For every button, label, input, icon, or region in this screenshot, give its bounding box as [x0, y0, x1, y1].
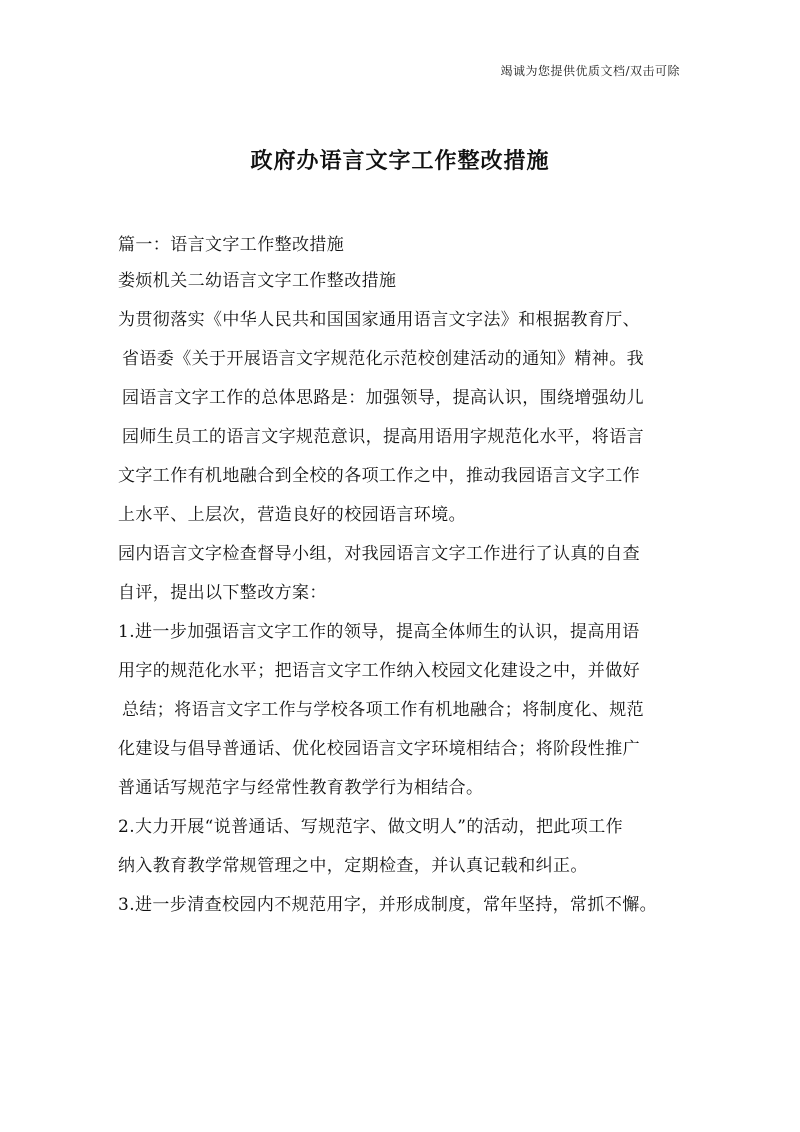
subsection-heading: 娄烦机关二幼语言文字工作整改措施 — [118, 271, 397, 291]
list-item-line: 1.进一步加强语言文字工作的领导，提高全体师生的认识，提高用语 — [118, 622, 640, 642]
paragraph-line: 文字工作有机地融合到全校的各项工作之中，推动我园语言文字工作 — [118, 466, 640, 486]
paragraph-line: 园内语言文字检查督导小组，对我园语言文字工作进行了认真的自查 — [118, 544, 640, 564]
list-item-line: 用字的规范化水平；把语言文字工作纳入校园文化建设之中，并做好 — [118, 661, 640, 681]
header-note: 竭诚为您提供优质文档/双击可除 — [500, 64, 680, 78]
paragraph-line: 为贯彻落实《中华人民共和国国家通用语言文字法》和根据教育厅、 — [118, 310, 640, 330]
list-item-line: 纳入教育教学常规管理之中，定期检查，并认真记载和纠正。 — [118, 856, 588, 876]
list-item-line: 3.进一步清查校园内不规范用字，并形成制度，常年坚持，常抓不懈。 — [118, 895, 658, 915]
section-heading: 篇一：语言文字工作整改措施 — [118, 235, 345, 255]
list-item-line: 普通话写规范字与经常性教育教学行为相结合。 — [118, 778, 484, 798]
list-item-line: 总结；将语言文字工作与学校各项工作有机地融合；将制度化、规范 — [122, 700, 644, 720]
document-body — [118, 228, 692, 925]
list-item-line: 2.大力开展“说普通话、写规范字、做文明人”的活动，把此项工作 — [118, 817, 624, 837]
list-item-line: 化建设与倡导普通话、优化校园语言文字环境相结合；将阶段性推广 — [118, 739, 640, 759]
paragraph-line: 自评，提出以下整改方案： — [118, 583, 327, 603]
paragraph-line: 园语言文字工作的总体思路是：加强领导，提高认识，围绕增强幼儿 — [122, 388, 644, 408]
paragraph-line: 省语委《关于开展语言文字规范化示范校创建活动的通知》精神。我 — [122, 349, 644, 369]
paragraph-line: 园师生员工的语言文字规范意识，提高用语用字规范化水平，将语言 — [122, 427, 644, 447]
document-title: 政府办语言文字工作整改措施 — [250, 148, 550, 174]
paragraph-line: 上水平、上层次，营造良好的校园语言环境。 — [118, 505, 466, 525]
